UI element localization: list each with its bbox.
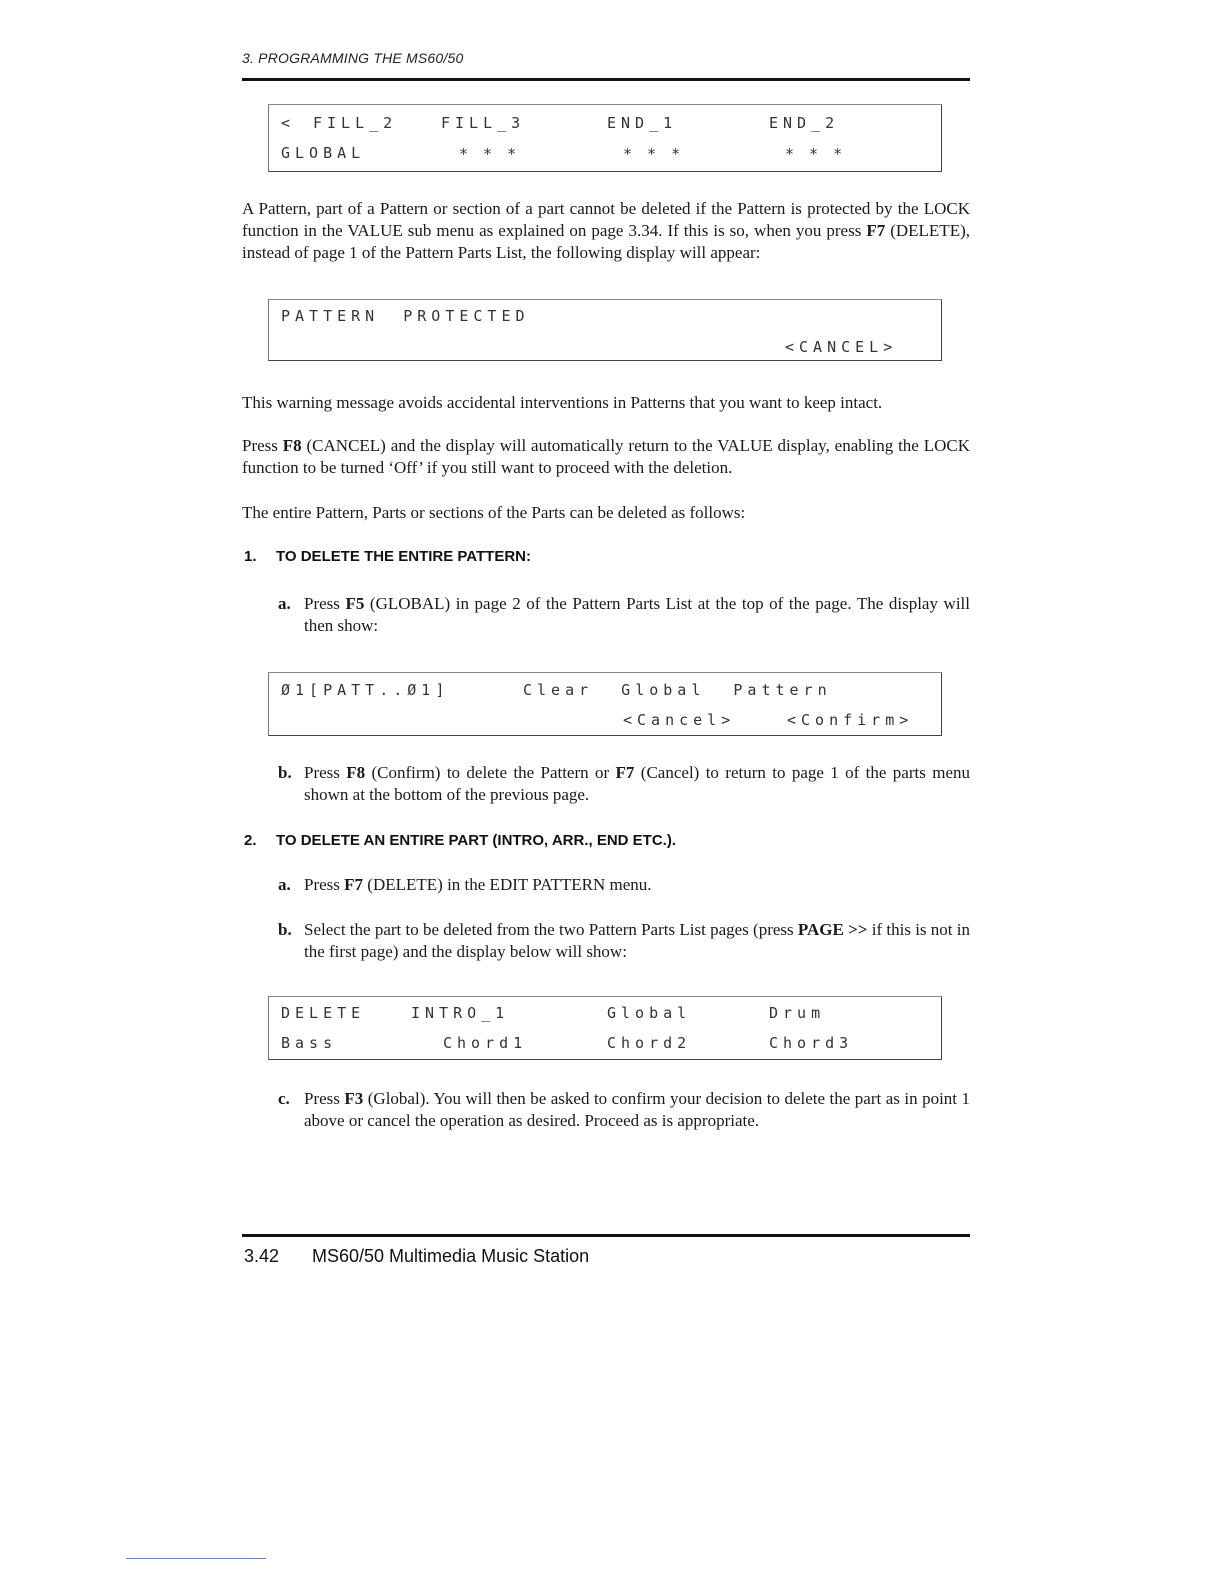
paragraph-intro-steps: The entire Pattern, Parts or sections of the Parts can be deleted as follows: xyxy=(242,503,746,522)
lcd-cell: Ø1[PATT..Ø1] xyxy=(281,681,450,699)
section-number: 2. xyxy=(244,832,257,849)
lcd-cell: <CANCEL> xyxy=(785,338,898,356)
paragraph-lock-warning xyxy=(242,198,970,264)
step-text: if this is not in the first page) and the display below will show: xyxy=(304,920,970,961)
step-2c xyxy=(278,1088,970,1132)
key-f5: F5 xyxy=(345,594,365,613)
lcd-cell: Chord2 xyxy=(607,1034,692,1052)
lcd-cell: GLOBAL xyxy=(281,144,366,162)
lcd-display-clear-global xyxy=(268,672,942,736)
step-label: c. xyxy=(278,1089,290,1108)
lcd-cell: END_1 xyxy=(607,114,678,132)
para-text: (CANCEL) and the display will automatically return to the VALUE display, enabling the LOCK function to be turned ‘Off’ if you still want to proceed with the deletion. xyxy=(242,436,970,477)
paragraph-cancel xyxy=(242,435,970,479)
step-label: b. xyxy=(278,920,292,939)
step-text: (DELETE) in the EDIT PATTERN menu. xyxy=(363,875,652,894)
key-f7: F7 xyxy=(866,221,886,240)
lcd-cell: FILL_3 xyxy=(441,114,526,132)
divider-line xyxy=(126,1558,266,1559)
step-text: Press xyxy=(304,763,347,782)
step-1a xyxy=(278,593,970,637)
para-text: (DELETE), instead of page 1 of the Pattern Parts List, the following display will appear: xyxy=(242,221,970,262)
lcd-display-pattern-protected xyxy=(268,299,942,361)
lcd-cell: Global xyxy=(607,1004,692,1022)
lcd-cell: PATTERN PROTECTED xyxy=(281,307,530,325)
key-f7: F7 xyxy=(344,875,364,894)
page-header: 3. PROGRAMMING THE MS60/50 xyxy=(242,50,464,66)
lcd-cell: Chord1 xyxy=(443,1034,528,1052)
step-text: (Cancel) to return to page 1 of the parts menu shown at the bottom of the previous page. xyxy=(304,763,970,804)
step-label: a. xyxy=(278,594,291,613)
lcd-cell: * * * xyxy=(459,145,520,163)
footer-title: MS60/50 Multimedia Music Station xyxy=(312,1246,590,1266)
key-f7: F7 xyxy=(615,763,635,782)
section-title: TO DELETE AN ENTIRE PART (INTRO, ARR., END ETC.). xyxy=(276,832,677,849)
step-text: Press xyxy=(304,594,346,613)
lcd-cell: Clear Global Pattern xyxy=(523,681,832,699)
step-text: Press xyxy=(304,1089,345,1108)
section-title: TO DELETE THE ENTIRE PATTERN: xyxy=(276,548,532,565)
paragraph-warning-purpose: This warning message avoids accidental interventions in Patterns that you want to keep intact. xyxy=(242,393,883,412)
step-text: Press xyxy=(304,875,345,894)
lcd-cell: Bass xyxy=(281,1034,338,1052)
para-text: A Pattern, part of a Pattern or section of a part cannot be deleted if the Pattern is protected by the LOCK function in the VALUE sub menu as explained on page 3.34. If this is so, when you press xyxy=(242,199,970,240)
lcd-cell: Chord3 xyxy=(769,1034,854,1052)
key-page: PAGE >> xyxy=(797,920,868,939)
section-heading-2 xyxy=(244,832,676,849)
step-label: a. xyxy=(278,875,291,894)
page-number: 3.42 xyxy=(244,1246,280,1266)
key-f8: F8 xyxy=(282,436,302,455)
step-2a xyxy=(278,874,970,896)
section-heading-1 xyxy=(244,548,531,565)
step-label: b. xyxy=(278,763,292,782)
page-footer xyxy=(244,1246,589,1267)
lcd-display-delete-part xyxy=(268,996,942,1060)
step-text: Select the part to be deleted from the two Pattern Parts List pages (press xyxy=(304,920,798,939)
key-f3: F3 xyxy=(344,1089,364,1108)
lcd-cell: INTRO_1 xyxy=(411,1004,510,1022)
step-text: (Global). You will then be asked to confirm your decision to delete the part as in point 1 above or cancel the operation as desired. Proceed as is appropriate. xyxy=(304,1089,970,1130)
header-rule xyxy=(242,78,970,81)
step-2b xyxy=(278,919,970,963)
footer-rule xyxy=(242,1234,970,1237)
step-1b xyxy=(278,762,970,806)
para-text: Press xyxy=(242,436,283,455)
lcd-cell: END_2 xyxy=(769,114,840,132)
step-text: (GLOBAL) in page 2 of the Pattern Parts List at the top of the page. The display will then show: xyxy=(304,594,970,635)
key-f8: F8 xyxy=(346,763,366,782)
lcd-cell: FILL_2 xyxy=(313,114,398,132)
section-number: 1. xyxy=(244,548,257,565)
lcd-cell: <Cancel> xyxy=(623,711,736,729)
lcd-cell: <Confirm> xyxy=(787,711,914,729)
lcd-cell: * * * xyxy=(785,145,846,163)
lcd-cell: * * * xyxy=(623,145,684,163)
lcd-display-parts-list xyxy=(268,104,942,172)
lcd-cell: < xyxy=(281,114,296,132)
lcd-cell: DELETE xyxy=(281,1004,366,1022)
lcd-cell: Drum xyxy=(769,1004,826,1022)
step-text: (Confirm) to delete the Pattern or xyxy=(365,763,616,782)
